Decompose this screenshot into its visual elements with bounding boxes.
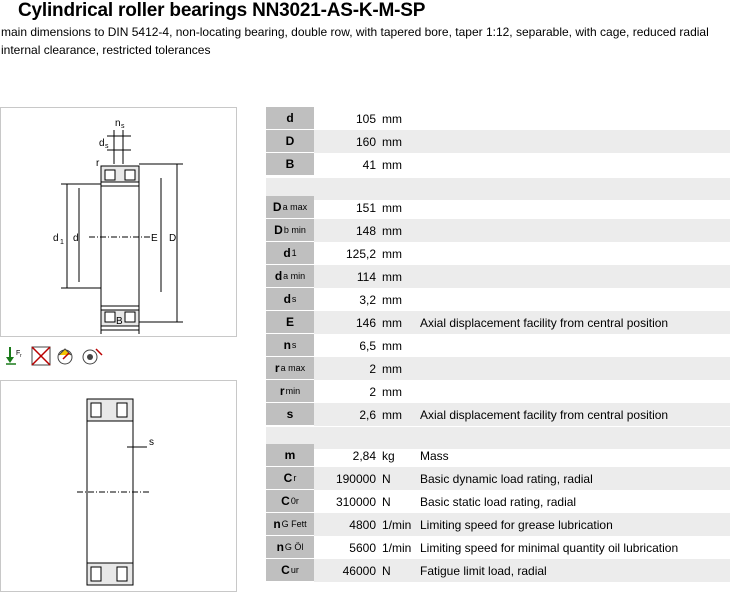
dimensions-group-main <box>266 107 730 176</box>
row-description: Limiting speed for grease lubrication <box>420 517 613 532</box>
row-symbol: D a max <box>266 196 314 219</box>
row-symbol: D <box>266 130 314 153</box>
row-symbol: n G Fett <box>266 513 314 536</box>
row-description: Mass <box>420 448 449 463</box>
row-unit: mm <box>382 223 402 238</box>
label-ds: d <box>99 138 105 149</box>
label-d1-sub: 1 <box>60 239 64 246</box>
row-symbol: n s <box>266 334 314 357</box>
row-value: 2 <box>369 361 376 376</box>
row-value: 41 <box>362 157 376 172</box>
row-unit: mm <box>382 157 402 172</box>
table-row <box>266 219 730 242</box>
row-symbol: d 1 <box>266 242 314 265</box>
row-value: 146 <box>355 315 376 330</box>
row-description: Basic static load rating, radial <box>420 494 577 509</box>
row-symbol: d s <box>266 288 314 311</box>
page-title: Cylindrical roller bearings NN3021-AS-K-M-SP <box>18 0 426 21</box>
row-symbol: d a min <box>266 265 314 288</box>
row-unit: mm <box>382 111 402 126</box>
row-value: 5600 <box>349 540 376 555</box>
row-symbol: E <box>266 311 314 334</box>
row-description: Axial displacement facility from central position <box>420 315 669 330</box>
row-symbol: m <box>266 444 314 467</box>
row-value: 151 <box>355 200 376 215</box>
row-value: 46000 <box>342 563 376 578</box>
row-symbol: B <box>266 153 314 176</box>
row-symbol: C 0r <box>266 490 314 513</box>
label-d1: d <box>53 233 59 244</box>
row-unit: mm <box>382 246 402 261</box>
row-unit: 1/min <box>382 540 412 555</box>
table-row <box>266 490 730 513</box>
row-value: 114 <box>356 269 376 284</box>
label-D: D <box>169 233 177 244</box>
row-symbol: C ur <box>266 559 314 582</box>
row-description <box>412 357 730 380</box>
dimensions-group-mounting <box>266 196 730 426</box>
label-ns: n <box>115 118 121 129</box>
row-description: Fatigue limit load, radial <box>420 563 547 578</box>
row-description <box>412 107 730 130</box>
no-axial-load-icon <box>32 347 50 365</box>
row-unit: mm <box>382 200 402 215</box>
row-value: 2 <box>369 384 376 399</box>
row-value: 148 <box>355 223 376 238</box>
row-description <box>412 265 730 288</box>
table-row <box>266 311 730 334</box>
row-value: 310000 <box>335 494 376 509</box>
table-row <box>266 242 730 265</box>
row-symbol: D b min <box>266 219 314 242</box>
table-row <box>266 444 730 467</box>
table-row <box>266 107 730 130</box>
row-symbol: d <box>266 107 314 130</box>
table-row <box>266 357 730 380</box>
row-unit: mm <box>382 338 402 353</box>
row-value: 3,2 <box>359 292 376 307</box>
row-unit: mm <box>382 292 402 307</box>
row-symbol: r min <box>266 380 314 403</box>
axial-displacement-drawing <box>0 380 237 592</box>
row-unit: mm <box>382 384 402 399</box>
table-row <box>266 559 730 582</box>
row-symbol: r a max <box>266 357 314 380</box>
row-description: Axial displacement facility from central position <box>420 407 669 422</box>
lubrication-icon <box>83 349 102 364</box>
row-description <box>412 153 730 176</box>
table-row <box>266 380 730 403</box>
table-row <box>266 334 730 357</box>
performance-group <box>266 444 730 582</box>
row-value: 160 <box>355 134 376 149</box>
label-ns-sub: s <box>121 123 125 130</box>
table-row <box>266 288 730 311</box>
table-row <box>266 153 730 176</box>
row-value: 105 <box>355 111 376 126</box>
row-symbol: C r <box>266 467 314 490</box>
speed-icon <box>58 349 72 364</box>
table-row <box>266 513 730 536</box>
row-unit: 1/min <box>382 517 412 532</box>
label-ds-sub: s <box>105 143 109 150</box>
row-description <box>412 288 730 311</box>
label-r: r <box>96 158 100 169</box>
page-subtitle: main dimensions to DIN 5412-4, non-locating bearing, double row, with tapered bore, taper 1:12, separable, with cage, reduced radial internal clearance, restricted tolerances <box>1 25 709 57</box>
table-row <box>266 196 730 219</box>
row-unit: N <box>382 563 391 578</box>
row-unit: mm <box>382 361 402 376</box>
label-B: B <box>116 316 123 327</box>
row-unit: mm <box>382 407 402 422</box>
row-unit: mm <box>382 315 402 330</box>
row-unit: N <box>382 471 391 486</box>
label-E: E <box>151 233 158 244</box>
table-row <box>266 536 730 559</box>
row-description <box>412 334 730 357</box>
row-unit: mm <box>382 269 402 284</box>
row-description <box>412 196 730 219</box>
table-row <box>266 403 730 426</box>
row-value: 125,2 <box>345 246 376 261</box>
row-description <box>412 380 730 403</box>
bearing-cross-section-drawing <box>0 107 237 337</box>
row-unit: N <box>382 494 391 509</box>
row-value: 6,5 <box>359 338 376 353</box>
row-description: Basic dynamic load rating, radial <box>420 471 593 486</box>
row-value: 4800 <box>349 517 376 532</box>
row-value: 190000 <box>335 471 376 486</box>
feature-icons <box>6 345 106 367</box>
row-description <box>412 219 730 242</box>
row-value: 2,84 <box>352 448 376 463</box>
label-d: d <box>73 233 79 244</box>
row-symbol: n G Öl <box>266 536 314 559</box>
radial-load-icon <box>6 347 22 364</box>
row-description: Limiting speed for minimal quantity oil lubrication <box>420 540 679 555</box>
table-row <box>266 467 730 490</box>
table-row <box>266 265 730 288</box>
row-description <box>412 130 730 153</box>
row-symbol: s <box>266 403 314 426</box>
row-value: 2,6 <box>359 407 376 422</box>
row-unit: mm <box>382 134 402 149</box>
svg-text:r: r <box>20 353 22 359</box>
label-s: s <box>149 437 154 448</box>
svg-text:F: F <box>16 350 21 357</box>
row-unit: kg <box>382 448 395 463</box>
row-description <box>412 242 730 265</box>
table-row <box>266 130 730 153</box>
